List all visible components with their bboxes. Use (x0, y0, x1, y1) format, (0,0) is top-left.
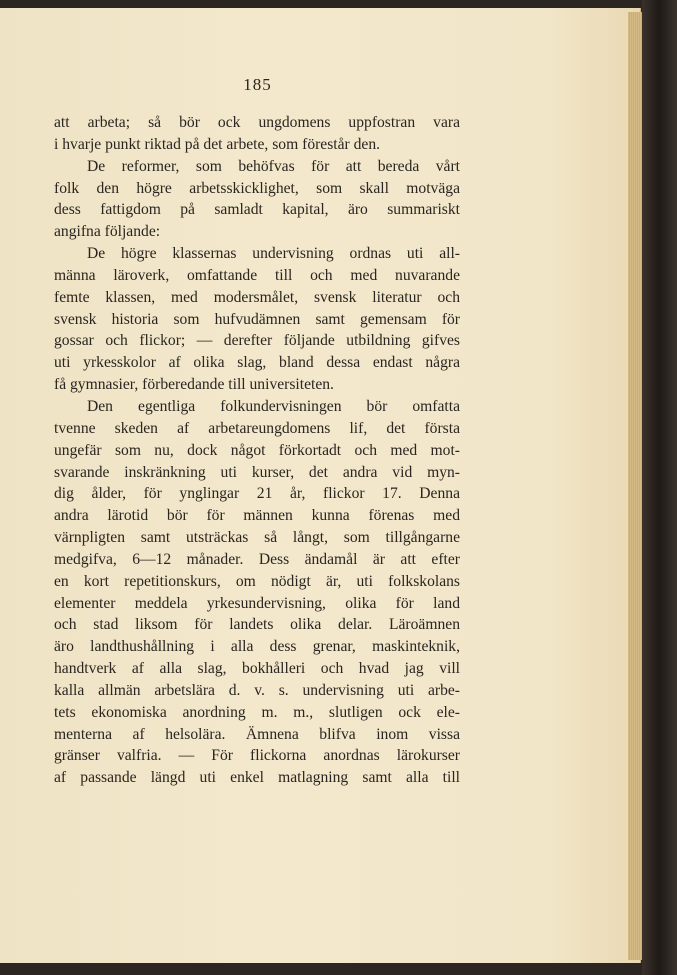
text-line: en kort repetitionskurs, om nödigt är, uti folkskolans (54, 572, 460, 590)
text-line: handtverk af alla slag, bokhålleri och hvad jag vill (54, 660, 460, 678)
text-line: ungefär som nu, dock något förkortadt och med mot- (54, 441, 460, 459)
body-text (54, 112, 460, 789)
text-line: i hvarje punkt riktad på det arbete, som förestår den. (54, 135, 381, 153)
text-line: De reformer, som behöfvas för att bereda vårt (87, 157, 460, 175)
text-line: äro landthushållning i alla dess grenar, maskinteknik, (54, 638, 460, 656)
text-line: männa läroverk, omfattande till och med nuvarande (54, 266, 460, 284)
page-number: 185 (243, 75, 272, 94)
text-line: tets ekonomiska anordning m. m., slutligen ock ele- (54, 703, 460, 721)
text-line: att arbeta; så bör ock ungdomens uppfostran vara (54, 114, 460, 131)
text-line: De högre klassernas undervisning ordnas uti all- (87, 245, 460, 263)
text-line: svarande inskränkning uti kurser, det andra vid myn- (54, 463, 460, 481)
text-line: Den egentliga folkundervisningen bör omfatta (87, 397, 460, 415)
book-spine (642, 0, 677, 975)
text-line: angifna följande: (54, 223, 161, 241)
text-line: uti yrkesskolor af olika slag, bland dessa endast några (54, 354, 460, 372)
page-edges (628, 12, 642, 960)
text-line: gränser valfria. — För flickorna anordnas lärokurser (54, 747, 460, 765)
text-line: och stad liksom för landets olika delar. Läroämnen (54, 616, 460, 634)
text-line: kalla allmän arbetslära d. v. s. undervisning uti arbe- (54, 681, 460, 699)
text-line: dess fattigdom på samladt kapital, äro summariskt (54, 201, 460, 219)
text-line: af passande längd uti enkel matlagning samt alla till (54, 769, 460, 787)
text-line: svensk historia som hufvudämnen samt gemensam för (54, 310, 460, 328)
text-line: gossar och flickor; — derefter följande utbildning gifves (54, 332, 460, 350)
text-line: dig ålder, för ynglingar 21 år, flickor 17. Denna (54, 485, 460, 503)
text-line: få gymnasier, förberedande till universiteten. (54, 376, 334, 394)
text-line: värnpligten samt utsträckas så långt, som tillgångarne (54, 529, 460, 547)
text-line: menterna af helsolära. Ämnena blifva inom vissa (54, 725, 460, 743)
text-line: folk den högre arbetsskicklighet, som skall motväga (54, 179, 460, 197)
text-line: elementer meddela yrkesundervisning, olika för land (54, 594, 460, 612)
text-line: andra lärotid bör för männen kunna förenas med (54, 507, 460, 525)
text-line: tvenne skeden af arbetareungdomens lif, det första (54, 419, 460, 437)
text-line: femte klassen, med modersmålet, svensk literatur och (54, 288, 460, 306)
text-line: medgifva, 6—12 månader. Dess ändamål är att efter (54, 550, 460, 568)
